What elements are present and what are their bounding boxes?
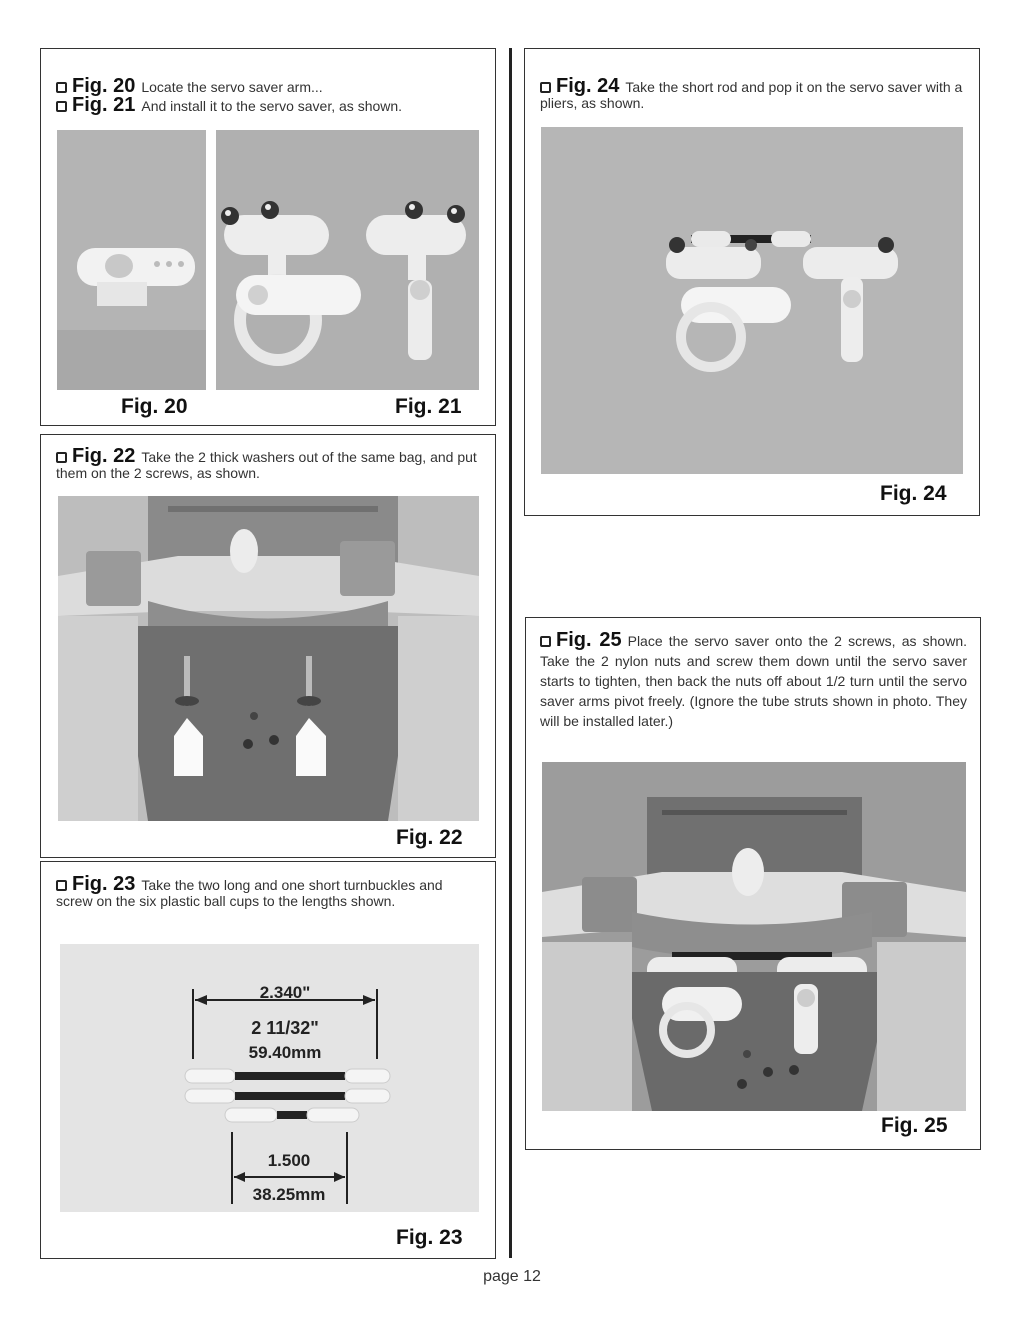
fig25-ref: Fig. 25 [556, 629, 622, 651]
column-divider [509, 48, 512, 1258]
fig25-photo [542, 762, 966, 1111]
fig22-photo [58, 496, 479, 821]
fig22-caption [56, 445, 480, 481]
page-number: page 12 [483, 1268, 541, 1285]
fig20-21-caption [56, 75, 486, 116]
fig21-text: And install it to the servo saver, as shown. [141, 98, 403, 114]
fig23-label: Fig. 23 [396, 1226, 463, 1249]
long-mm-text: 59.40mm [248, 1043, 322, 1062]
fig20-text: Locate the servo saver arm... [141, 79, 323, 95]
fig22-text: Take the 2 thick washers out of the same bag, and put them on the 2 screws, as shown. [56, 449, 477, 481]
fig25-text: Place the servo saver onto the 2 screws, as shown. Take the 2 nylon nuts and screw them down until the servo saver starts to tighten, then back the nuts off about 1/2 turn until the servo saver arms pivot freely. (Ignore the tube struts shown in photo. They will be installed later.) [540, 633, 967, 729]
fig20-ref: Fig. 20 [72, 75, 136, 97]
checkbox-icon [56, 452, 67, 463]
checkbox-icon [540, 82, 551, 93]
checkbox-icon [56, 101, 67, 112]
fig23-ref: Fig. 23 [72, 873, 136, 895]
fig21-ref: Fig. 21 [72, 94, 136, 116]
fig25-caption [540, 630, 967, 731]
fig24-photo [541, 127, 963, 474]
fig24-ref: Fig. 24 [556, 75, 620, 97]
fig24-label: Fig. 24 [880, 482, 947, 505]
fig21-photo [216, 130, 479, 390]
fig24-text: Take the short rod and pop it on the servo saver with a pliers, as shown. [540, 79, 963, 111]
fig24-caption [540, 75, 968, 111]
short-inches-text: 1.500 [267, 1151, 311, 1170]
fig20-photo [57, 130, 206, 390]
short-mm-text: 38.25mm [252, 1185, 326, 1204]
checkbox-icon [56, 82, 67, 93]
long-inches-text: 2.340" [259, 983, 311, 1002]
fig20-label: Fig. 20 [121, 395, 188, 418]
fig22-label: Fig. 22 [396, 826, 463, 849]
fig22-ref: Fig. 22 [72, 445, 136, 467]
fig23-caption [56, 873, 480, 909]
fig23-photo [60, 944, 479, 1212]
checkbox-icon [540, 636, 551, 647]
long-fraction-text: 2 11/32" [251, 1018, 319, 1038]
fig21-label: Fig. 21 [395, 395, 462, 418]
fig25-label: Fig. 25 [881, 1114, 948, 1137]
checkbox-icon [56, 880, 67, 891]
fig23-text: Take the two long and one short turnbuckles and screw on the six plastic ball cups to the lengths shown. [56, 877, 443, 909]
